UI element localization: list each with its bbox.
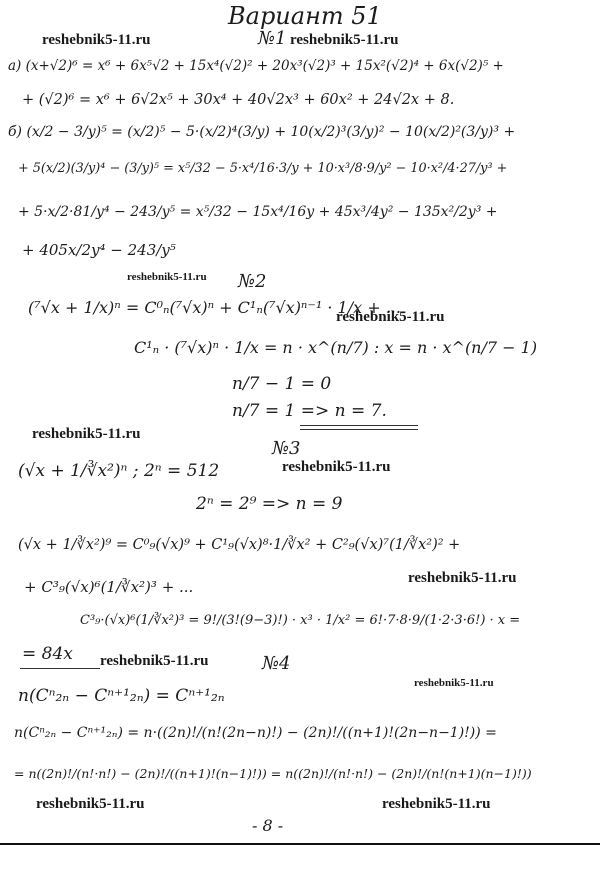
problem-2-line-1: (⁷√x + 1/x)ⁿ = C⁰ₙ(⁷√x)ⁿ + C¹ₙ(⁷√x)ⁿ⁻¹ · 1/x + ... bbox=[28, 298, 401, 317]
problem-3-line-6: = 84x bbox=[22, 644, 73, 664]
problem-2-label: №2 bbox=[238, 271, 267, 292]
problem-1-label: №1 bbox=[258, 28, 287, 49]
problem-2-line-2: C¹ₙ · (⁷√x)ⁿ · 1/x = n · x^(n/7) : x = n · x^(n/7 − 1) bbox=[134, 338, 538, 357]
page-number: - 8 - bbox=[252, 816, 284, 835]
problem-4-line-2: n(Cⁿ₂ₙ − Cⁿ⁺¹₂ₙ) = n·((2n)!/(n!(2n−n)!) − (2n)!/((n+1)!(2n−n−1)!)) = bbox=[14, 725, 497, 741]
problem-3-line-4: + C³₉(√x)⁶(1/∛x²)³ + ... bbox=[24, 578, 194, 596]
watermark: reshebnik5-11.ru bbox=[36, 796, 145, 812]
watermark: reshebnik5-11.ru bbox=[127, 271, 207, 283]
problem-3-label: №3 bbox=[272, 438, 301, 459]
watermark: reshebnik5-11.ru bbox=[32, 426, 141, 442]
problem-1-line-1: а) (x+√2)⁶ = x⁶ + 6x⁵√2 + 15x⁴(√2)² + 20x³(√2)³ + 15x²(√2)⁴ + 6x(√2)⁵ + bbox=[8, 58, 504, 74]
watermark: reshebnik5-11.ru bbox=[42, 32, 151, 48]
watermark: reshebnik5-11.ru bbox=[290, 32, 399, 48]
problem-3-line-1: (√x + 1/∛x²)ⁿ ; 2ⁿ = 512 bbox=[18, 461, 220, 481]
answer-underline bbox=[20, 668, 100, 669]
watermark: reshebnik5-11.ru bbox=[336, 309, 445, 325]
problem-2-line-4: n/7 = 1 => n = 7. bbox=[232, 401, 387, 421]
problem-3-line-5: C³₉·(√x)⁶(1/∛x²)³ = 9!/(3!(9−3)!) · x³ · 1/x² = 6!·7·8·9/(1·2·3·6!) · x = bbox=[80, 613, 521, 628]
problem-1-line-3: б) (x/2 − 3/y)⁵ = (x/2)⁵ − 5·(x/2)⁴(3/y) + 10(x/2)³(3/y)² − 10(x/2)²(3/y)³ + bbox=[8, 124, 516, 140]
page-bottom-rule bbox=[0, 843, 600, 845]
problem-3-line-2: 2ⁿ = 2⁹ => n = 9 bbox=[196, 494, 343, 514]
problem-1-line-5: + 5·x/2·81/y⁴ − 243/y⁵ = x⁵/32 − 15x⁴/16y + 45x³/4y² − 135x²/2y³ + bbox=[18, 204, 498, 220]
problem-4-line-1: n(Cⁿ₂ₙ − Cⁿ⁺¹₂ₙ) = Cⁿ⁺¹₂ₙ bbox=[18, 686, 225, 706]
problem-3-line-3: (√x + 1/∛x²)⁹ = C⁰₉(√x)⁹ + C¹₉(√x)⁸·1/∛x² + C²₉(√x)⁷(1/∛x²)² + bbox=[18, 537, 461, 553]
problem-1-line-2: + (√2)⁶ = x⁶ + 6√2x⁵ + 30x⁴ + 40√2x³ + 60x² + 24√2x + 8. bbox=[22, 92, 455, 108]
problem-1-line-6: + 405x/2y⁴ − 243/y⁵ bbox=[22, 241, 176, 259]
watermark: reshebnik5-11.ru bbox=[408, 570, 517, 586]
watermark: reshebnik5-11.ru bbox=[282, 459, 391, 475]
page-title: Вариант 51 bbox=[228, 2, 382, 30]
problem-2-line-3: n/7 − 1 = 0 bbox=[232, 374, 332, 394]
answer-underline bbox=[300, 429, 418, 430]
watermark: reshebnik5-11.ru bbox=[100, 653, 209, 669]
problem-4-line-3: = n((2n)!/(n!·n!) − (2n)!/((n+1)!(n−1)!)) = n((2n)!/(n!·n!) − (2n)!/(n!(n+1)(n−1)!)) bbox=[14, 766, 532, 781]
problem-1-line-4: + 5(x/2)(3/y)⁴ − (3/y)⁵ = x⁵/32 − 5·x⁴/16·3/y + 10·x³/8·9/y² − 10·x²/4·27/y³ + bbox=[18, 161, 508, 176]
watermark: reshebnik5-11.ru bbox=[382, 796, 491, 812]
problem-4-label: №4 bbox=[262, 653, 291, 674]
watermark: reshebnik5-11.ru bbox=[414, 677, 494, 689]
answer-underline bbox=[300, 425, 418, 426]
